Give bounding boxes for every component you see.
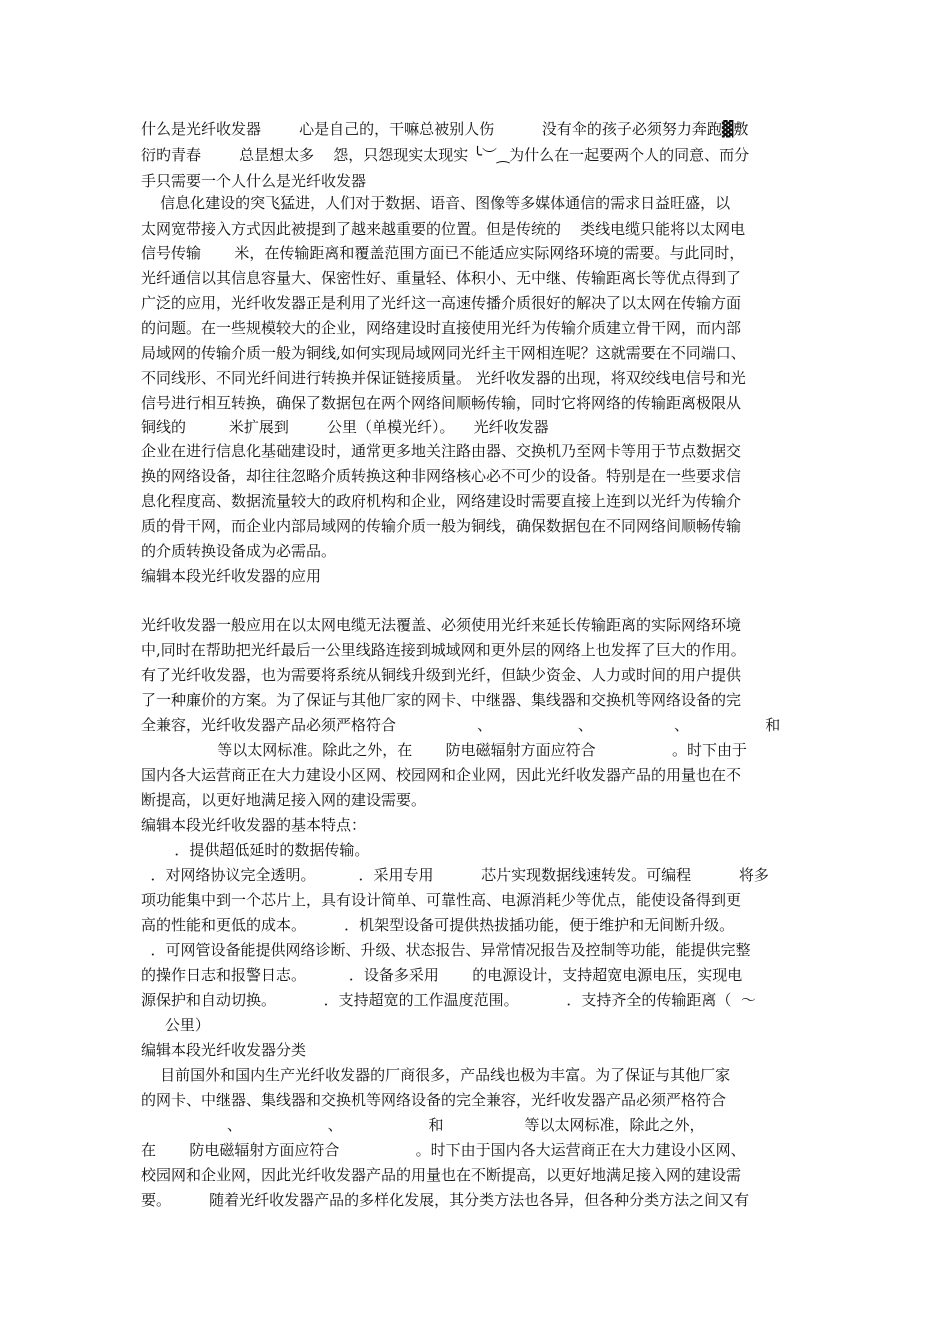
text-line: 全兼容，光纤收发器产品必须严格符合 、 、 、 和 [141, 716, 781, 734]
text-line: ．可网管设备能提供网络诊断、升级、状态报告、异常情况报告及控制等功能，能提供完整 [141, 941, 751, 959]
text-line: 不同线形、不同光纤间进行转换并保证链接质量。 光纤收发器的出现，将双绞线电信号和光 [141, 369, 746, 387]
blank-line [141, 588, 813, 614]
text-line: 什么是光纤收发器 心是自己的，干嘛总被别人伤 没有伞的孩子必须努力奔跑▓敷 [141, 120, 749, 138]
section-heading: 编辑本段光纤收发器的基本特点： [141, 816, 367, 834]
text-line: 换的网络设备，却往往忽略介质转换这种非网络核心必不可少的设备。特别是在一些要求信 [141, 467, 742, 485]
text-line: 信息化建设的突飞猛进，人们对于数据、语音、图像等多媒体通信的需求日益旺盛，以 [141, 194, 731, 212]
text-line: ．提供超低延时的数据传输。 [141, 841, 370, 859]
text-line: 要。 随着光纤收发器产品的多样化发展，其分类方法也各异，但各种分类方法之间又有 [141, 1191, 750, 1209]
text-line: 目前国外和国内生产光纤收发器的厂商很多，产品线也极为丰富。为了保证与其他厂家 [141, 1066, 731, 1084]
text-line: 公里） [141, 1016, 210, 1034]
text-line: 校园网和企业网，因此光纤收发器产品的用量也在不断提高，以更好地满足接入网的建设需 [141, 1166, 742, 1184]
text-line: 信号传输 米，在传输距离和覆盖范围方面已不能适应实际网络环境的需要。与此同时， [141, 244, 745, 262]
text-line: 太网宽带接入方式因此被提到了越来越重要的位置。但是传统的 类线电缆只能将以太网电 [141, 220, 746, 238]
text-line: 质的骨干网，而企业内部局域网的传输介质一般为铜线，确保数据包在不同网络间顺畅传输 [141, 517, 742, 535]
text-line: 在 防电磁辐射方面应符合 。时下由于国内各大运营商正在大力建设小区网、 [141, 1141, 746, 1159]
text-line: 的操作日志和报警日志。 ．设备多采用 的电源设计，支持超宽电源电压，实现电 [141, 966, 743, 984]
text-line: 铜线的 米扩展到 公里（单模光纤）。 光纤收发器 [141, 418, 549, 436]
text-line: 局域网的传输介质一般为铜线,如何实现局域网同光纤主干网相连呢？这就需要在不同端口、 [141, 344, 746, 362]
text-line: 、 、 和 等以太网标准，除此之外， [141, 1116, 705, 1134]
text-line: 高的性能和更低的成本。 ．机架型设备可提供热拔插功能，便于维护和无间断升级。 [141, 916, 735, 934]
text-line: 光纤通信以其信息容量大、保密性好、重量轻、体积小、无中继、传输距离长等优点得到了 [141, 269, 742, 287]
text-line: 项功能集中到一个芯片上，具有设计简单、可靠性高、电源消耗少等优点，能使设备得到更 [141, 891, 742, 909]
text-line: 衍旳青春 总昰想太多 怨，只怨现实太现实 ╰︶⁔为什么在一起要两个人的同意、而分 [141, 146, 750, 164]
text-line: 断提高，以更好地满足接入网的建设需要。 [141, 791, 427, 809]
text-line: 的介质转换设备成为必需品。 [141, 542, 337, 560]
text-line: 企业在进行信息化基础建设时，通常更多地关注路由器、交换机乃至网卡等用于节点数据交 [141, 442, 742, 460]
section-heading: 编辑本段光纤收发器的应用 [141, 567, 322, 585]
text-line: 的网卡、中继器、集线器和交换机等网络设备的完全兼容，光纤收发器产品必须严格符合 [141, 1091, 727, 1109]
text-line: 中,同时在帮助把光纤最后一公里线路连接到城域网和更外层的网络上也发挥了巨大的作用。 [141, 641, 746, 659]
text-line: 等以太网标准。除此之外，在 防电磁辐射方面应符合 。时下由于 [141, 741, 747, 759]
text-line: 广泛的应用，光纤收发器正是利用了光纤这一高速传播介质很好的解决了以太网在传输方面 [141, 294, 742, 312]
text-line: 了一种廉价的方案。为了保证与其他厂家的网卡、中继器、集线器和交换机等网络设备的完 [141, 691, 742, 709]
text-line: 息化程度高、数据流量较大的政府机构和企业，网络建设时需要直接上连到以光纤为传输介 [141, 492, 742, 510]
text-line: 光纤收发器一般应用在以太网电缆无法覆盖、必须使用光纤来延长传输距离的实际网络环境 [141, 616, 742, 634]
text-line: 国内各大运营商正在大力建设小区网、校园网和企业网，因此光纤收发器产品的用量也在不 [141, 766, 742, 784]
section-heading: 编辑本段光纤收发器分类 [141, 1041, 307, 1059]
text-line: ．对网络协议完全透明。 ．采用专用 芯片实现数据线速转发。可编程 将多 [141, 866, 769, 884]
text-line: 手只需要一个人什么是光纤收发器 [141, 172, 367, 190]
text-line: 有了光纤收发器，也为需要将系统从铜线升级到光纤，但缺少资金、人力或时间的用户提供 [141, 666, 742, 684]
text-line: 的问题。在一些规模较大的企业，网络建设时直接使用光纤为传输介质建立骨干网，而内部 [141, 319, 742, 337]
text-line: 信号进行相互转换，确保了数据包在两个网络间顺畅传输，同时它将网络的传输距离极限从 [141, 394, 742, 412]
text-line: 源保护和自动切换。 ．支持超宽的工作温度范围。 ．支持齐全的传输距离（ ～ [141, 991, 756, 1009]
